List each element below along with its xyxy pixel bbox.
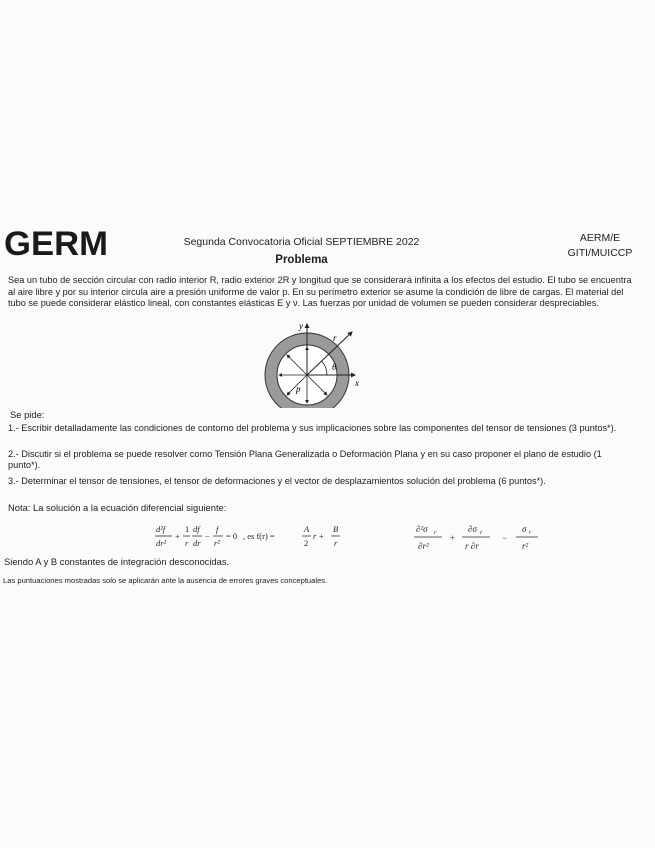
svg-text:= 0: = 0 (226, 531, 238, 541)
svg-text:+: + (175, 531, 180, 541)
svg-text:∂²σ: ∂²σ (416, 524, 428, 534)
svg-text:df: df (193, 524, 200, 534)
svg-text:1: 1 (185, 524, 190, 534)
svg-text:dr²: dr² (156, 538, 167, 548)
questions-intro: Se pide: (10, 409, 45, 420)
exam-subtitle: Segunda Convocatoria Oficial SEPTIEMBRE 2022 (183, 236, 420, 248)
svg-text:∂σ: ∂σ (468, 524, 477, 534)
svg-text:r: r (434, 530, 437, 536)
svg-text:d²f: d²f (156, 524, 166, 534)
svg-text:B: B (333, 524, 339, 534)
label-y: y (299, 321, 303, 331)
svg-text:dr: dr (193, 538, 201, 548)
course-code-line1: AERM/E (579, 232, 621, 244)
differential-equation (152, 522, 362, 552)
svg-text:+: + (450, 533, 456, 543)
svg-text:∂r²: ∂r² (418, 541, 429, 551)
page-title: Problema (275, 254, 328, 266)
label-x: x (355, 378, 359, 388)
svg-text:σ: σ (522, 524, 527, 534)
question-item-1: 1.- Escribir detalladamente las condiciones de contorno del problema y sus implicaciones sobre las componentes del tensor de tensiones (3 puntos*). (8, 423, 617, 433)
footer-note: Las puntuaciones mostradas solo se aplicarán ante la ausencia de errores graves conceptuales. (3, 576, 328, 585)
svg-text:r²: r² (214, 538, 220, 548)
svg-text:r: r (529, 530, 532, 536)
svg-text:r: r (480, 530, 483, 536)
svg-text:r²: r² (522, 541, 529, 551)
svg-text:A: A (304, 524, 310, 534)
svg-text:r: r (334, 538, 338, 548)
question-item-3: 3.- Determinar el tensor de tensiones, el tensor de deformaciones y el vector de desplazamientos solución del problema (6 puntos*). (8, 476, 546, 486)
question-item-2: 2.- Discutir si el problema se puede resolver como Tensión Plana Generalizada o Deformación Plana y en su caso proponer el plano de estudio (1 punto*). (8, 449, 602, 471)
equation-mid-text: , es f(r) = (243, 531, 275, 541)
course-code-line2: GITI/MUICCP (567, 247, 633, 259)
problem-statement: Sea un tubo de sección circular con radio interior R, radio exterior 2R y longitud que se considerará infinita a los efectos del estudio. El tubo se encuentra al aire libre y por su interior circula aire a presión uniforme de valor p. En su perímetro exterior se asume la condición de libre de cargas. El material del tubo se puede considerar elástico lineal, con constantes elásticas E y ν. Las fuerzas por unidad de volumen se pueden considerar despreciables. (8, 275, 632, 308)
label-theta: θ (332, 362, 337, 372)
svg-text:r ∂r: r ∂r (465, 541, 479, 551)
handwritten-annotation (410, 520, 560, 554)
constants-note: Siendo A y B constantes de integración desconocidas. (4, 556, 230, 567)
svg-text:r +: r + (313, 531, 325, 541)
svg-text:−: − (502, 533, 508, 543)
svg-text:f: f (216, 524, 219, 534)
label-r: r (333, 333, 337, 343)
tube-cross-section-figure (255, 318, 375, 408)
svg-text:−: − (205, 531, 210, 541)
svg-text:GERM: GERM (4, 226, 109, 258)
svg-text:r: r (185, 538, 189, 548)
note-intro: Nota: La solución a la ecuación diferencial siguiente: (8, 502, 227, 513)
label-p: p (296, 384, 301, 394)
svg-text:2: 2 (304, 538, 309, 548)
